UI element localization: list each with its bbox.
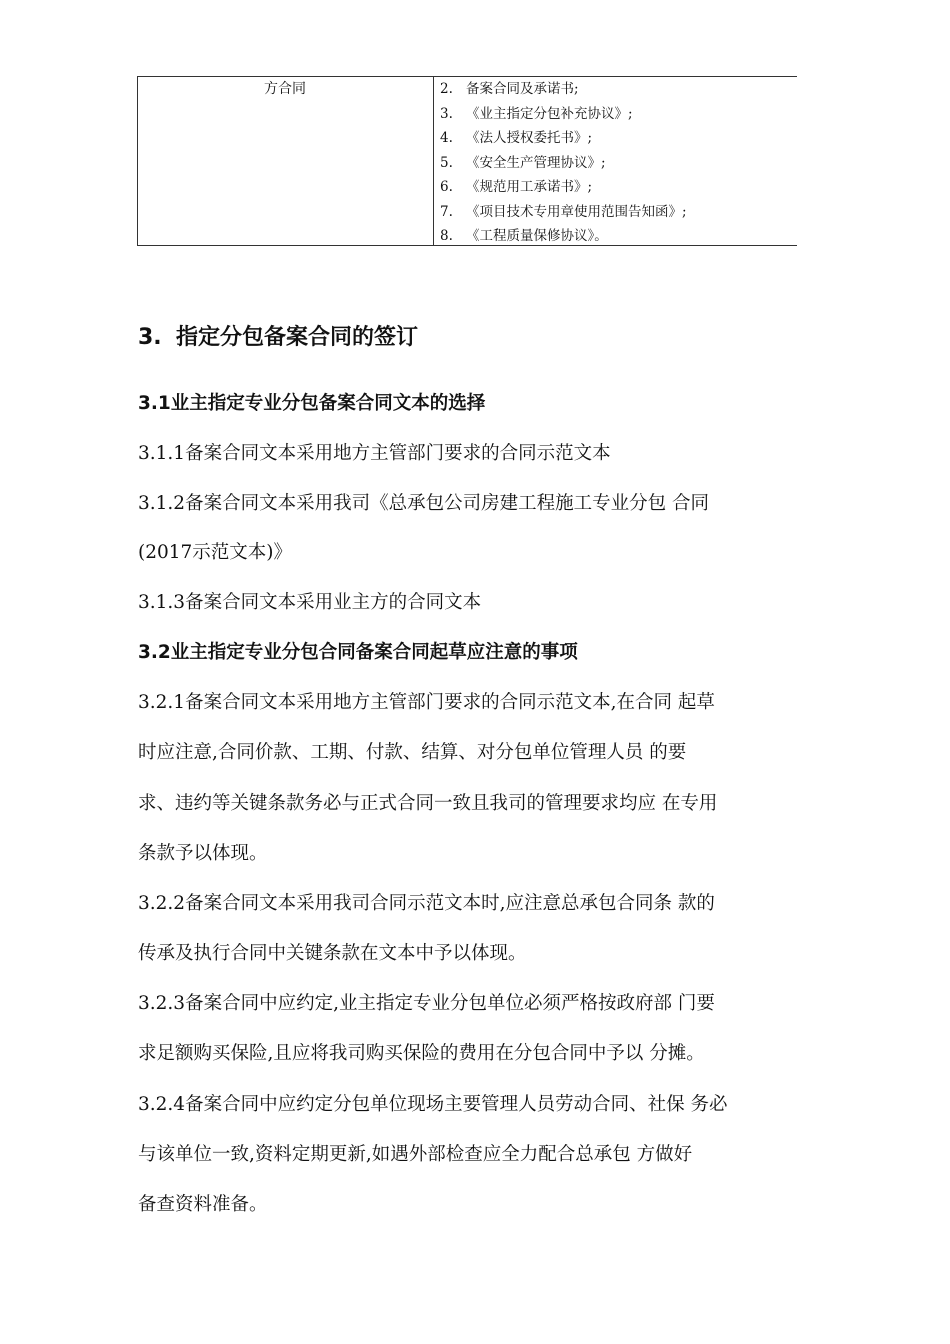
table-left-border [137,76,138,246]
list-item-number: 2. [440,81,453,97]
table-right-cell [440,79,795,251]
paragraph-3-2-1-line: 时应注意,合同价款、工期、付款、结算、对分包单位管理人员 的要 [138,742,687,763]
paragraph-3-1-3: 3.1.3备案合同文本采用业主方的合同文本 [138,592,482,613]
section-number: 3. [138,325,162,350]
list-item-number: 6. [440,179,453,195]
list-item-number: 4. [440,130,453,146]
list-item-text: 《法人授权委托书》; [466,130,593,146]
paragraph-3-2-3-line: 求足额购买保险,且应将我司购买保险的费用在分包合同中予以 分摊。 [138,1043,705,1064]
paragraph-3-1-1: 3.1.1备案合同文本采用地方主管部门要求的合同示范文本 [138,443,611,464]
list-item [440,202,795,227]
list-item [440,104,795,129]
list-item-number: 5. [440,154,453,171]
paragraph-3-1-2-line: 3.1.2备案合同文本采用我司《总承包公司房建工程施工专业分包 合同 [138,493,709,514]
paragraph-3-2-2-line: 3.2.2备案合同文本采用我司合同示范文本时,应注意总承包合同条 款的 [138,893,715,914]
section-title: 指定分包备案合同的签订 [176,325,419,350]
paragraph-3-2-4-line: 备查资料准备。 [138,1194,268,1215]
list-item [440,226,795,251]
list-item-text: 备案合同及承诺书; [466,81,579,97]
paragraph-3-2-3-line: 3.2.3备案合同中应约定,业主指定专业分包单位必须严格按政府部 门要 [138,993,715,1014]
list-item [440,153,795,178]
list-item-number: 8. [440,228,453,244]
list-item [440,128,795,153]
paragraph-3-1-2-line: (2017示范文本)》 [138,542,293,563]
paragraph-3-2-2-line: 传承及执行合同中关键条款在文本中予以体现。 [138,943,527,964]
list-item-number: 3. [440,105,453,122]
section-heading [138,322,418,354]
paragraph-3-2-1-line: 3.2.1备案合同文本采用地方主管部门要求的合同示范文本,在合同 起草 [138,692,715,713]
paragraph-3-2-1-line: 条款予以体现。 [138,843,268,864]
list-item-text: 《项目技术专用章使用范围告知函》; [466,203,687,220]
attachments-table [137,76,797,246]
list-item-text: 《安全生产管理协议》; [466,154,606,171]
paragraph-3-2-4-line: 与该单位一致,资料定期更新,如遇外部检查应全力配合总承包 方做好 [138,1144,693,1165]
list-item-text: 《业主指定分包补充协议》; [466,105,633,122]
paragraph-3-2-1-line: 求、违约等关键条款务必与正式合同一致且我司的管理要求均应 在专用 [138,793,718,814]
list-item-text: 《工程质量保修协议》。 [466,228,608,244]
subsection-heading-3-2: 3.2业主指定专业分包合同备案合同起草应注意的事项 [138,642,578,663]
list-item [440,177,795,202]
paragraph-3-2-4-line: 3.2.4备案合同中应约定分包单位现场主要管理人员劳动合同、社保 务必 [138,1094,728,1115]
subsection-heading-3-1: 3.1业主指定专业分包备案合同文本的选择 [138,393,486,414]
list-item-text: 《规范用工承诺书》; [466,179,593,195]
table-left-cell: 方合同 [264,81,306,97]
list-item [440,79,795,104]
list-item-number: 7. [440,203,453,220]
table-column-divider [433,76,434,246]
table-top-border [137,76,797,77]
